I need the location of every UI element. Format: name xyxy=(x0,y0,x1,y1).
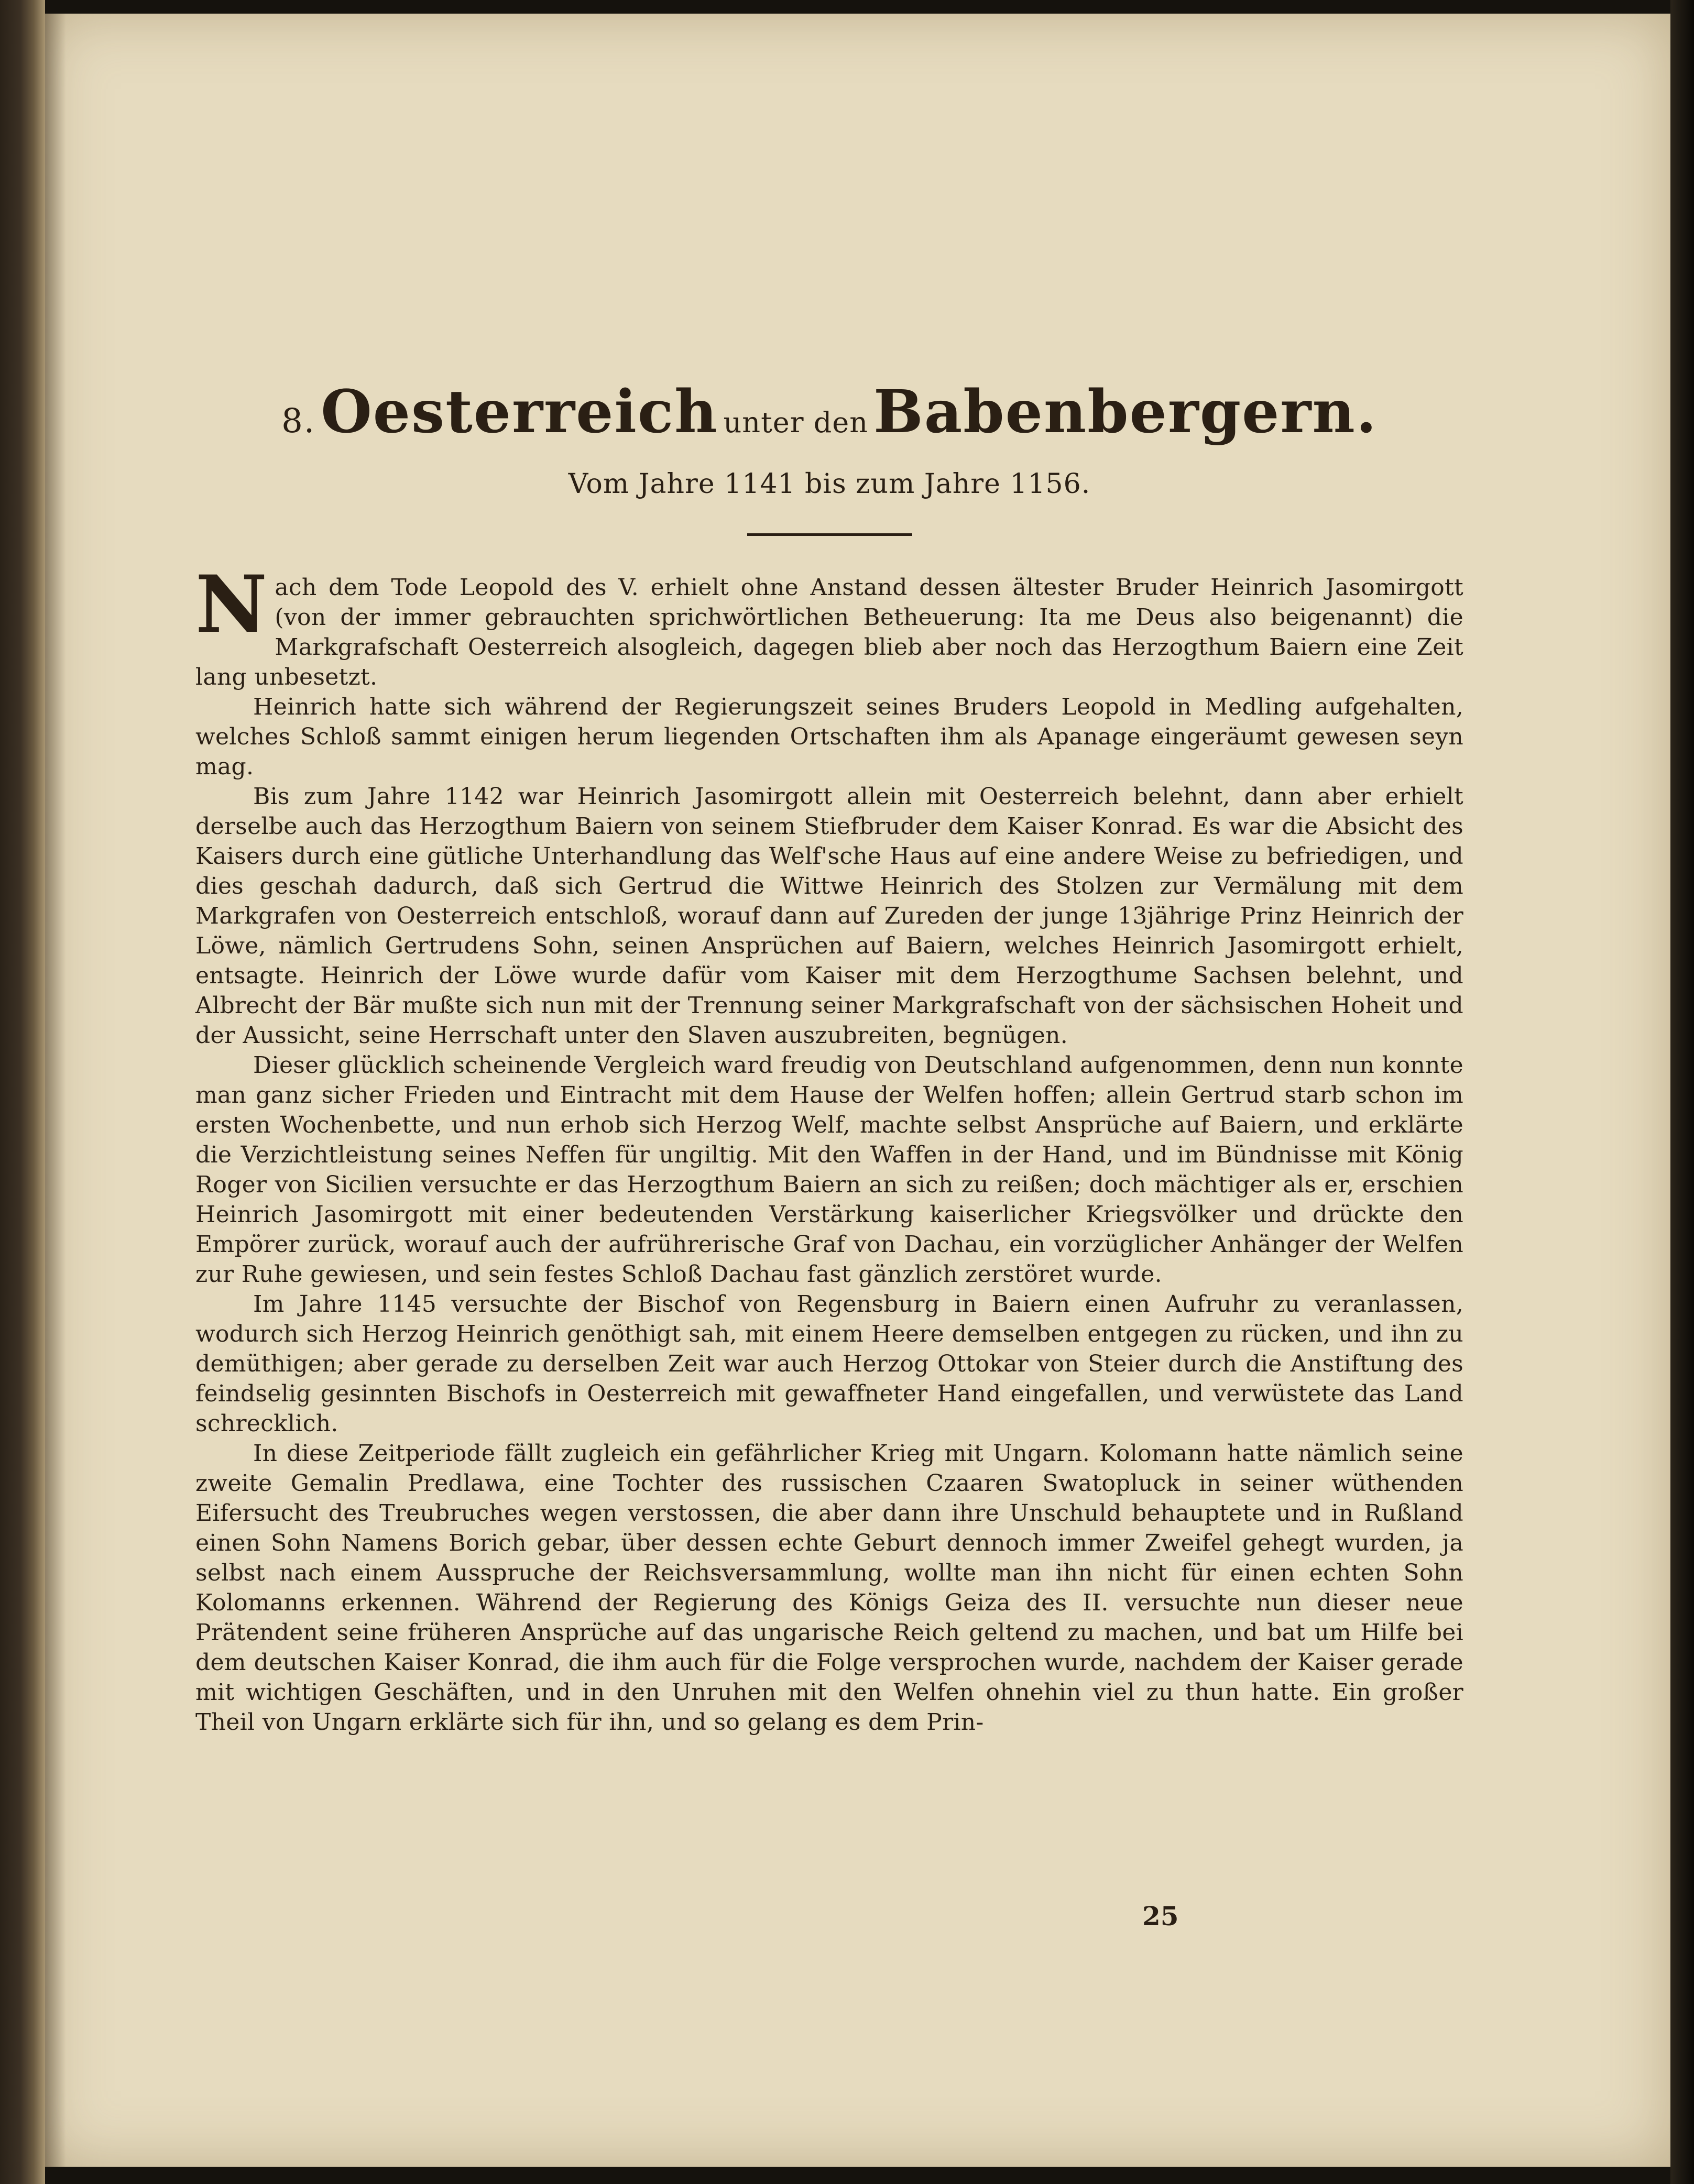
paragraph-1-text: ach dem Tode Leopold des V. erhielt ohne Anstand dessen ältester Bruder Heinrich Jasomirgott (von der immer gebrauchten sprichwörtlichen Betheuerung: Ita me Deus also beigenannt) die Markgrafschaft Oesterreich alsogleich, dagegen blieb aber noch das Herzogthum Baiern eine Zeit lang unbesetzt. xyxy=(195,574,1463,691)
paragraph-1 xyxy=(195,558,1463,692)
chapter-subheading: Vom Jahre 1141 bis zum Jahre 1156. xyxy=(568,468,1091,500)
paragraph-2: Heinrich hatte sich während der Regierungszeit seines Bruders Leopold in Medling aufgehalten, welches Schloß sammt einigen herum liegenden Ortschaften ihm als Apanage eingeräumt gewesen seyn mag. xyxy=(195,694,1463,781)
paragraph-4: Dieser glücklich scheinende Vergleich ward freudig von Deutschland aufgenommen, denn nun konnte man ganz sicher Frieden und Eintracht mit dem Hause der Welfen hoffen; allein Gertrud starb schon im ersten Wochenbette, und nun erhob sich Herzog Welf, machte selbst Ansprüche auf Baiern, und erklärte die Verzichtleistung seines Neffen für ungiltig. Mit den Waffen in der Hand, und im Bündnisse mit König Roger von Sicilien versuchte er das Herzogthum Baiern an sich zu reißen; doch mächtiger als er, erschien Heinrich Jasomirgott mit einer bedeutenden Verstärkung kaiserlicher Kriegsvölker und drückte den Empörer zurück, worauf auch der aufrührerische Graf von Dachau, ein vorzüglicher Anhänger der Welfen zur Ruhe gewiesen, und sein festes Schloß Dachau fast gänzlich zerstöret wurde. xyxy=(195,1052,1463,1288)
page-text-block xyxy=(195,377,1463,1737)
scan-right-border xyxy=(1670,0,1694,2184)
spine-shadow xyxy=(45,14,66,2167)
paragraph-5: Im Jahre 1145 versuchte der Bischof von Regensburg in Baiern einen Aufruhr zu veranlassen, wodurch sich Herzog Heinrich genöthigt sah, mit einem Heere demselben entgegen zu rücken, und ihn zu demüthigen; aber gerade zu derselben Zeit war auch Herzog Ottokar von Steier durch die Anstiftung des feindselig gesinnten Bischofs in Oesterreich mit gewaffneter Hand eingefallen, und verwüstete das Land schrecklich. xyxy=(195,1291,1463,1437)
drop-cap: N xyxy=(195,558,268,651)
heading-divider xyxy=(747,533,912,536)
heading-word-oesterreich: Oesterreich xyxy=(321,378,718,446)
paragraph-6: In diese Zeitperiode fällt zugleich ein gefährlicher Krieg mit Ungarn. Kolomann hatte nämlich seine zweite Gemalin Predlawa, eine Tochter des russischen Czaaren Swatopluck in seiner wüthenden Eifersucht des Treubruches wegen verstossen, die aber dann ihre Unschuld behauptete und in Rußland einen Sohn Namens Borich gebar, über dessen echte Geburt dennoch immer Zweifel gehegt wurden, ja selbst nach einem Ausspruche der Reichsversammlung, wollte man ihn nicht für einen echten Sohn Kolomanns erkennen. Während der Regierung des Königs Geiza des II. versuchte nun dieser neue Prätendent seine früheren Ansprüche auf das ungarische Reich geltend zu machen, und bat um Hilfe bei dem deutschen Kaiser Konrad, die ihm auch für die Folge versprochen wurde, nachdem der Kaiser gerade mit wichtigen Geschäften, und in den Unruhen mit den Welfen ohnehin viel zu thun hatte. Ein großer Theil von Ungarn erklärte sich für ihn, und so gelang es dem Prin- xyxy=(195,1440,1463,1736)
book-spine-edge xyxy=(0,0,45,2184)
heading-small-words: unter den xyxy=(723,406,869,439)
heading-word-babenbergern: Babenbergern. xyxy=(873,378,1378,446)
page-number: 25 xyxy=(1142,1901,1179,1931)
paragraph-3: Bis zum Jahre 1142 war Heinrich Jasomirgott allein mit Oesterreich belehnt, dann aber erhielt derselbe auch das Herzogthum Baiern von seinem Stiefbruder dem Kaiser Konrad. Es war die Absicht des Kaisers durch eine gütliche Unterhandlung das Welf'sche Haus auf eine andere Weise zu befriedigen, und dies geschah dadurch, daß sich Gertrud die Wittwe Heinrich des Stolzen zur Vermälung mit dem Markgrafen von Oesterreich entschloß, worauf dann auf Zureden der junge 13jährige Prinz Heinrich der Löwe, nämlich Gertrudens Sohn, seinen Ansprüchen auf Baiern, welches Heinrich Jasomirgott erhielt, entsagte. Heinrich der Löwe wurde dafür vom Kaiser mit dem Herzogthume Sachsen belehnt, und Albrecht der Bär mußte sich nun mit der Trennung seiner Markgrafschaft von der sächsischen Hoheit und der Aussicht, seine Herrschaft unter den Slaven auszubreiten, begnügen. xyxy=(195,783,1463,1049)
chapter-number: 8. xyxy=(281,402,316,441)
chapter-heading xyxy=(195,377,1463,447)
